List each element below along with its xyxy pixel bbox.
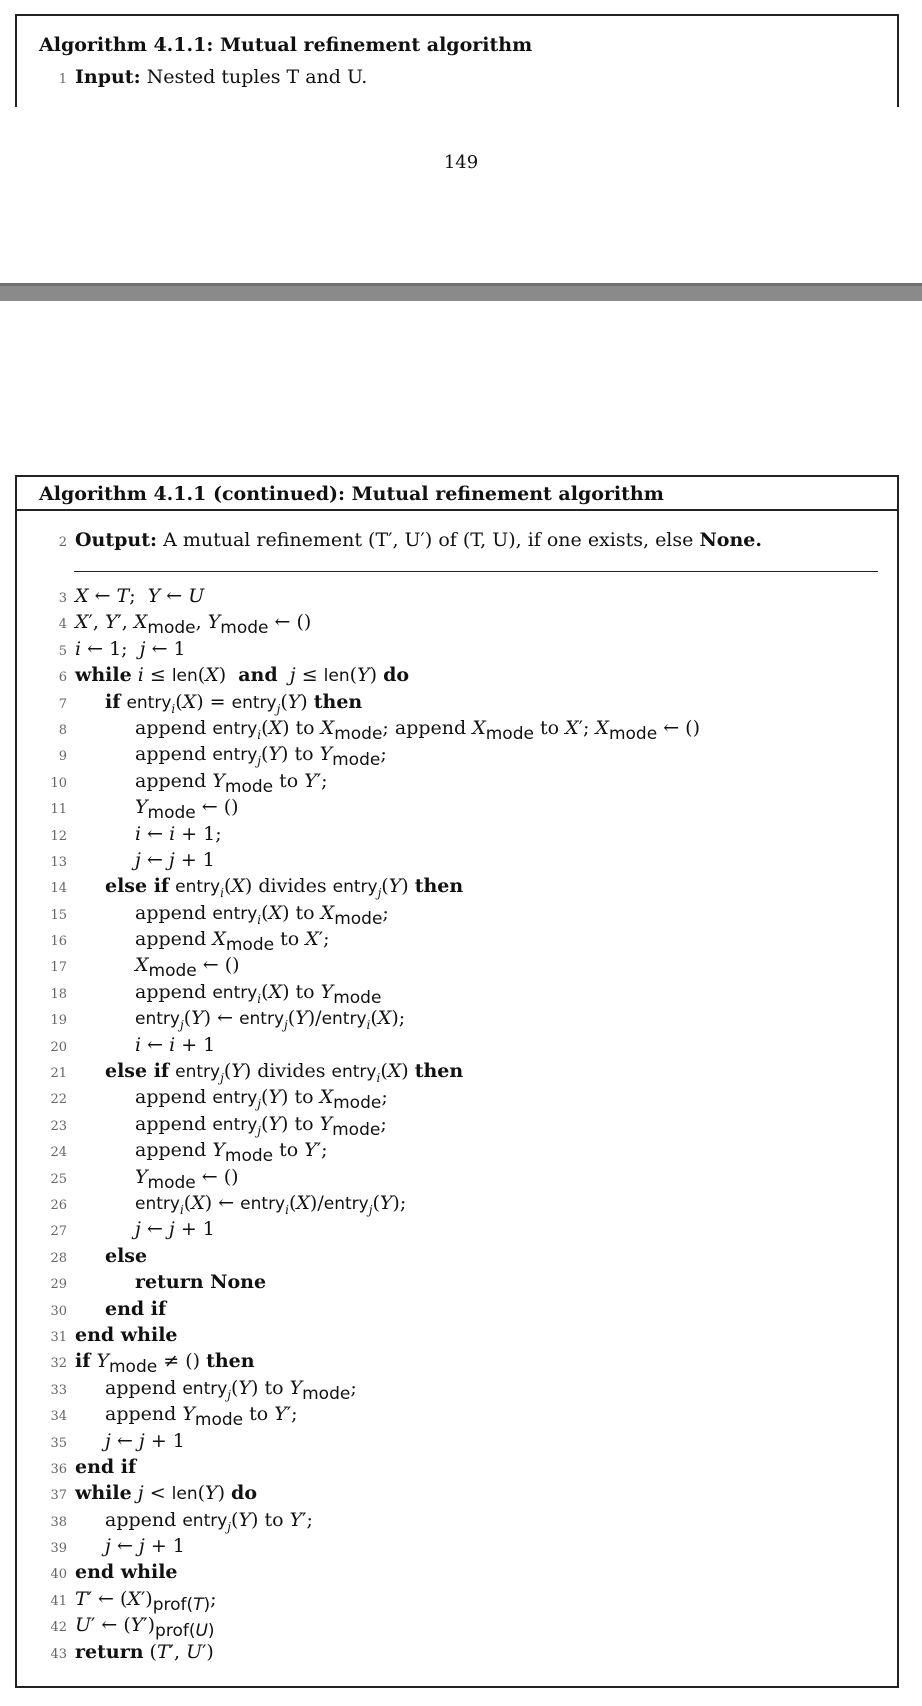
- algorithm-header: Algorithm 4.1.1 (continued): Mutual refinement algorithm: [17, 477, 897, 511]
- algorithm-line-text: append entry$_j$(Y) to $X_{mode}$;: [135, 1086, 388, 1114]
- algorithm-line-text: j ← j + 1: [135, 848, 215, 871]
- algorithm-line-text: if entry$_i$(X) = entry$_j$(Y) then: [105, 690, 363, 716]
- algorithm-line-text: append entry$_i$(X) to $X_{mode}$;: [135, 901, 389, 929]
- line-number: 7: [58, 696, 67, 712]
- algorithm-line: [39, 583, 700, 609]
- algorithm-line: [39, 952, 700, 982]
- algorithm-line-text: i ← 1; j ← 1: [75, 637, 186, 660]
- algorithm-line-text: X′, Y′, $X_{mode}$, $Y_{mode}$ ← (): [75, 611, 312, 639]
- algorithm-line: [39, 847, 700, 873]
- output-label: Output:: [75, 529, 158, 551]
- line-number: 10: [50, 775, 67, 791]
- algorithm-line: [39, 1243, 700, 1269]
- line-number: 43: [50, 1646, 67, 1662]
- line-number: 25: [50, 1171, 67, 1187]
- line-number: 37: [50, 1488, 67, 1504]
- algorithm-line-text: append $Y_{mode}$ to Y′;: [105, 1403, 298, 1430]
- algorithm-line-text: U′ ← $(Y')_{prof(U)}$: [75, 1614, 215, 1642]
- algorithm-line: [39, 1507, 700, 1533]
- line-number: 1: [58, 72, 67, 87]
- line-number: 26: [50, 1197, 67, 1213]
- line-number: 13: [50, 854, 67, 870]
- algorithm-line: [39, 821, 700, 847]
- line-number: 4: [58, 617, 67, 633]
- line-number: 28: [50, 1250, 67, 1266]
- algorithm-box-top: [15, 14, 899, 107]
- algorithm-line: [39, 1559, 700, 1585]
- algorithm-line: [39, 794, 700, 823]
- algorithm-line-text: j ← j + 1: [105, 1429, 185, 1452]
- algorithm-line: [39, 1533, 700, 1559]
- algorithm-line-text: entry$_j$(Y) ← entry$_j$(Y)/entry$_i$(X);: [135, 1007, 406, 1033]
- line-number: 33: [50, 1382, 67, 1398]
- line-number: 34: [50, 1409, 67, 1425]
- algorithm-line-text: return (T′, U′): [75, 1640, 214, 1663]
- algorithm-line: [39, 1032, 700, 1058]
- line-number: 14: [50, 881, 67, 897]
- algorithm-line-text: else if entry$_i$(X) divides entry$_j$(Y) then: [105, 875, 464, 901]
- algorithm-line-text: end while: [75, 1323, 178, 1346]
- algorithm-title: Algorithm 4.1.1: Mutual refinement algorithm: [39, 34, 533, 56]
- algorithm-line-text: append entry$_j$(Y) to $Y_{mode}$;: [135, 743, 387, 771]
- algorithm-line: [39, 1269, 700, 1295]
- algorithm-line-text: $Y_{mode}$ ← (): [135, 796, 239, 823]
- input-text: Nested tuples T and U.: [146, 66, 368, 88]
- algorithm-line-text: while j < len(Y) do: [75, 1482, 258, 1505]
- algorithm-line: [39, 636, 700, 662]
- algorithm-line-text: j ← j + 1: [105, 1535, 185, 1558]
- algorithm-line: [39, 609, 700, 639]
- algorithm-line-text: append entry$_j$(Y) to $Y_{mode}$;: [105, 1376, 357, 1404]
- line-number: 21: [50, 1066, 67, 1082]
- line-number: 40: [50, 1567, 67, 1583]
- algorithm-line: [39, 1296, 700, 1322]
- algorithm-line: [39, 768, 700, 797]
- page-number: 149: [443, 152, 479, 173]
- line-number: 5: [58, 643, 67, 659]
- line-number: 23: [50, 1118, 67, 1134]
- algorithm-line: [39, 1005, 700, 1031]
- line-number: 12: [50, 828, 67, 844]
- line-number: 2: [58, 535, 67, 550]
- algorithm-line: [39, 1454, 700, 1480]
- page-separator: [0, 283, 922, 301]
- algorithm-line-text: $X_{mode}$ ← (): [135, 954, 240, 982]
- algorithm-line: [39, 1322, 700, 1348]
- line-number: 22: [50, 1092, 67, 1108]
- algorithm-line: [39, 979, 700, 1008]
- line-number: 27: [50, 1224, 67, 1240]
- line-number: 9: [58, 749, 67, 765]
- line-number: 24: [50, 1145, 67, 1161]
- algorithm-line-text: append entry$_i$(X) to $X_{mode}$; append $X_{mode}$ to X′; $X_{mode}$ ← (): [135, 716, 700, 744]
- line-number: 29: [50, 1277, 67, 1293]
- line-number: 20: [50, 1039, 67, 1055]
- algorithm-line: [39, 715, 700, 744]
- line-number: 42: [50, 1620, 67, 1636]
- algorithm-line-text: else: [105, 1244, 148, 1267]
- algorithm-line-text: if $Y_{mode}$ ≠ () then: [75, 1350, 255, 1378]
- algorithm-line-text: end if: [105, 1297, 167, 1320]
- algorithm-line: [39, 1084, 700, 1114]
- algorithm-line-text: append entry$_i$(X) to $Y_{mode}$: [135, 980, 382, 1008]
- algorithm-line: [39, 1639, 700, 1665]
- input-line: [39, 66, 367, 88]
- output-line: [39, 529, 762, 551]
- line-number: 31: [50, 1329, 67, 1345]
- algorithm-line-text: i ← i + 1;: [135, 822, 222, 845]
- line-number: 39: [50, 1541, 67, 1557]
- algorithm-line: [39, 873, 700, 899]
- algorithm-line: [39, 1480, 700, 1506]
- algorithm-line-text: $Y_{mode}$ ← (): [135, 1165, 239, 1193]
- line-number: 17: [50, 960, 67, 976]
- line-number: 6: [58, 670, 67, 686]
- algorithm-line: [39, 1612, 700, 1642]
- line-number: 38: [50, 1514, 67, 1530]
- algorithm-line: [39, 1401, 700, 1430]
- algorithm-line-text: append $X_{mode}$ to X′;: [135, 928, 330, 955]
- output-none: None.: [699, 529, 762, 551]
- line-number: 18: [50, 986, 67, 1002]
- algorithm-line-text: X ← T; Y ← U: [75, 585, 205, 607]
- algorithm-line: [39, 1216, 700, 1242]
- algorithm-line: [39, 1348, 700, 1378]
- line-number: 32: [50, 1356, 67, 1372]
- line-number: 15: [50, 907, 67, 923]
- input-label: Input:: [75, 66, 141, 88]
- line-number: 35: [50, 1435, 67, 1451]
- algorithm-box-continued: [15, 475, 899, 1688]
- algorithm-line-text: end if: [75, 1455, 137, 1478]
- algorithm-line-text: append $Y_{mode}$ to Y′;: [135, 769, 328, 797]
- line-number: 8: [58, 722, 67, 738]
- algorithm-line: [39, 662, 700, 688]
- algorithm-line: [39, 1586, 700, 1615]
- line-number: 36: [50, 1461, 67, 1477]
- algorithm-body: [39, 583, 700, 1665]
- algorithm-line-text: append entry$_j$(Y) to $Y_{mode}$;: [135, 1112, 387, 1140]
- output-text: A mutual refinement (T′, U′) of (T, U), if one exists, else: [163, 529, 694, 551]
- algorithm-line-text: append $Y_{mode}$ to Y′;: [135, 1139, 328, 1166]
- algorithm-line-text: else if entry$_j$(Y) divides entry$_i$(X) then: [105, 1060, 464, 1085]
- algorithm-line: [39, 689, 700, 715]
- algorithm-line-text: end while: [75, 1561, 178, 1584]
- algorithm-line: [39, 1111, 700, 1140]
- algorithm-line-text: return None: [135, 1271, 267, 1294]
- line-number: 30: [50, 1303, 67, 1319]
- line-number: 11: [50, 802, 67, 818]
- algorithm-line: [39, 1164, 700, 1193]
- algorithm-line-text: T′ ← $(X')_{prof(T)}$;: [75, 1587, 217, 1615]
- algorithm-line: [39, 900, 700, 929]
- algorithm-line: [39, 1375, 700, 1404]
- algorithm-line-text: append entry$_j$(Y) to Y′;: [105, 1508, 313, 1534]
- algorithm-line-text: j ← j + 1: [135, 1218, 215, 1241]
- algorithm-line-text: i ← i + 1: [135, 1033, 216, 1056]
- line-number: 16: [50, 934, 67, 950]
- line-number: 19: [50, 1013, 67, 1029]
- line-number: 3: [58, 591, 67, 606]
- algorithm-line: [39, 926, 700, 955]
- line-number: 41: [50, 1593, 67, 1609]
- algorithm-line: [39, 1428, 700, 1454]
- algorithm-line: [39, 1058, 700, 1084]
- algorithm-line: [39, 1190, 700, 1216]
- algorithm-line: [39, 1137, 700, 1166]
- algorithm-line: [39, 741, 700, 771]
- algorithm-line-text: while i ≤ len(X) and j ≤ len(Y) do: [75, 664, 410, 687]
- algorithm-line-text: entry$_i$(X) ← entry$_i$(X)/entry$_j$(Y);: [135, 1191, 407, 1217]
- output-divider: [74, 571, 878, 572]
